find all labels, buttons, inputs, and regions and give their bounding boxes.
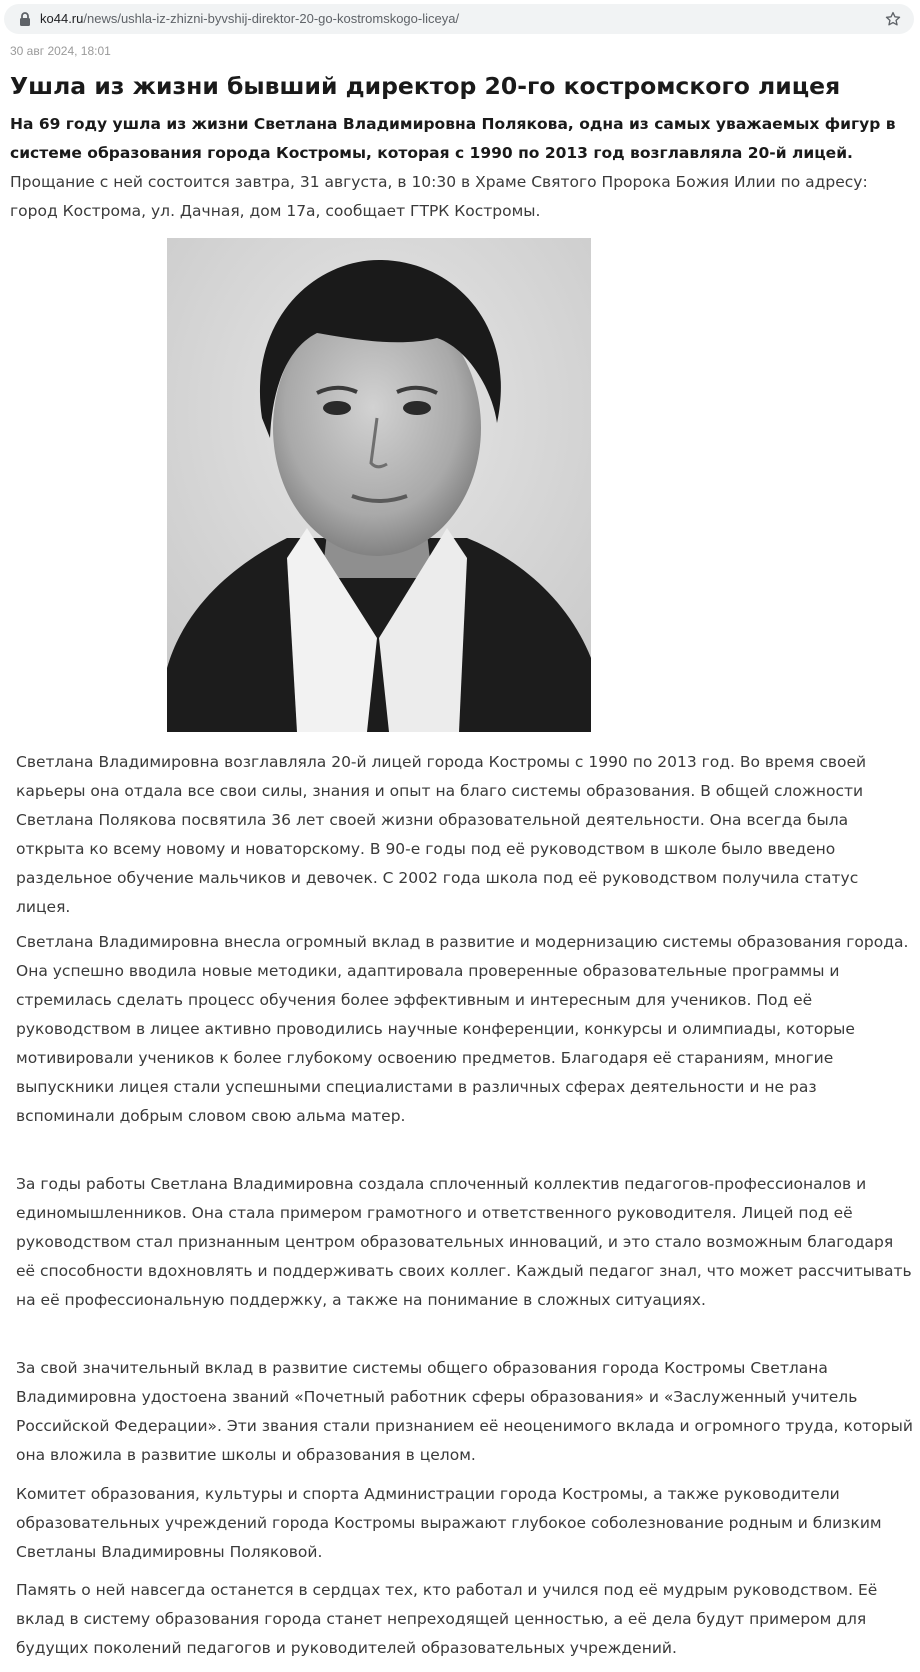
article-title: Ушла из жизни бывший директор 20-го костромского лицея — [10, 72, 841, 100]
url-path: /news/ushla-iz-zhizni-byvshij-direktor-20-go-kostromskogo-liceya/ — [83, 11, 460, 26]
article-paragraph: За свой значительный вклад в развитие системы общего образования города Костромы Светлана Владимировна удостоена званий «Почетный работник сферы образования» и «Заслуженный учитель Российской Федерации». Эти звания стали признанием её неоценимого вклада и огромного труда, который она вложила в развитие школы и образования в целом. — [16, 1359, 913, 1464]
article-photo — [167, 238, 591, 732]
article-paragraph: Светлана Владимировна внесла огромный вклад в развитие и модернизацию системы образования города. Она успешно вводила новые методики, адаптировала проверенные образовательные программы и стремилась сделать процесс обучения более эффективным и интересным для учеников. Под её руководством в лицее активно проводились научные конференции, конкурсы и олимпиады, которые мотивировали учеников к более глубокому освоению предметов. Благодаря её стараниям, многие выпускники лицея стали успешными специалистами в различных сферах деятельности и не раз вспоминали добрым словом свою альма матер. — [16, 933, 909, 1125]
article-paragraph: Комитет образования, культуры и спорта Администрации города Костромы, а также руководители образовательных учреждений города Костромы выражают глубокое соболезнование родным и близким Светланы Владимировны Поляковой. — [16, 1485, 882, 1561]
article-lead: На 69 году ушла из жизни Светлана Владимировна Полякова, одна из самых уважаемых фигур в системе образования города Костромы, которая с 1990 по 2013 год возглавляла 20-й лицей. — [10, 115, 896, 162]
lock-icon — [18, 11, 32, 27]
star-icon[interactable] — [884, 10, 902, 28]
publish-date: 30 авг 2024, 18:01 — [10, 44, 111, 58]
article-paragraph: Светлана Владимировна возглавляла 20-й лицей города Костромы с 1990 по 2013 год. Во время своей карьеры она отдала все свои силы, знания и опыт на благо системы образования. В общей сложности Светлана Полякова посвятила 36 лет своей жизни образовательной деятельности. Она всегда была открыта ко всему новому и новаторскому. В 90-е годы под её руководством в школе было введено раздельное обучение мальчиков и девочек. С 2002 года школа под её руководством получила статус лицея. — [16, 753, 867, 916]
url-host: ko44.ru — [40, 11, 84, 26]
url-text[interactable] — [40, 11, 459, 26]
article-paragraph: За годы работы Светлана Владимировна создала сплоченный коллектив педагогов-профессионалов и единомышленников. Она стала примером грамотного и ответственного руководителя. Лицей под её руководством стал признанным центром образовательных инноваций, и это стало возможным благодаря её способности вдохновлять и поддерживать своих коллег. Каждый педагог знал, что может рассчитывать на её профессиональную поддержку, а также на понимание в сложных ситуациях. — [16, 1175, 912, 1309]
address-bar[interactable] — [4, 4, 914, 34]
article-intro: Прощание с ней состоится завтра, 31 августа, в 10:30 в Храме Святого Пророка Божия Илии по адресу: город Кострома, ул. Дачная, дом 17а, сообщает ГТРК Костромы. — [10, 173, 868, 220]
article-paragraph: Память о ней навсегда останется в сердцах тех, кто работал и учился под её мудрым руководством. Её вклад в систему образования города станет непреходящей ценностью, а её дела будут примером для будущих поколений педагогов и руководителей образовательных учреждений. — [16, 1581, 878, 1657]
